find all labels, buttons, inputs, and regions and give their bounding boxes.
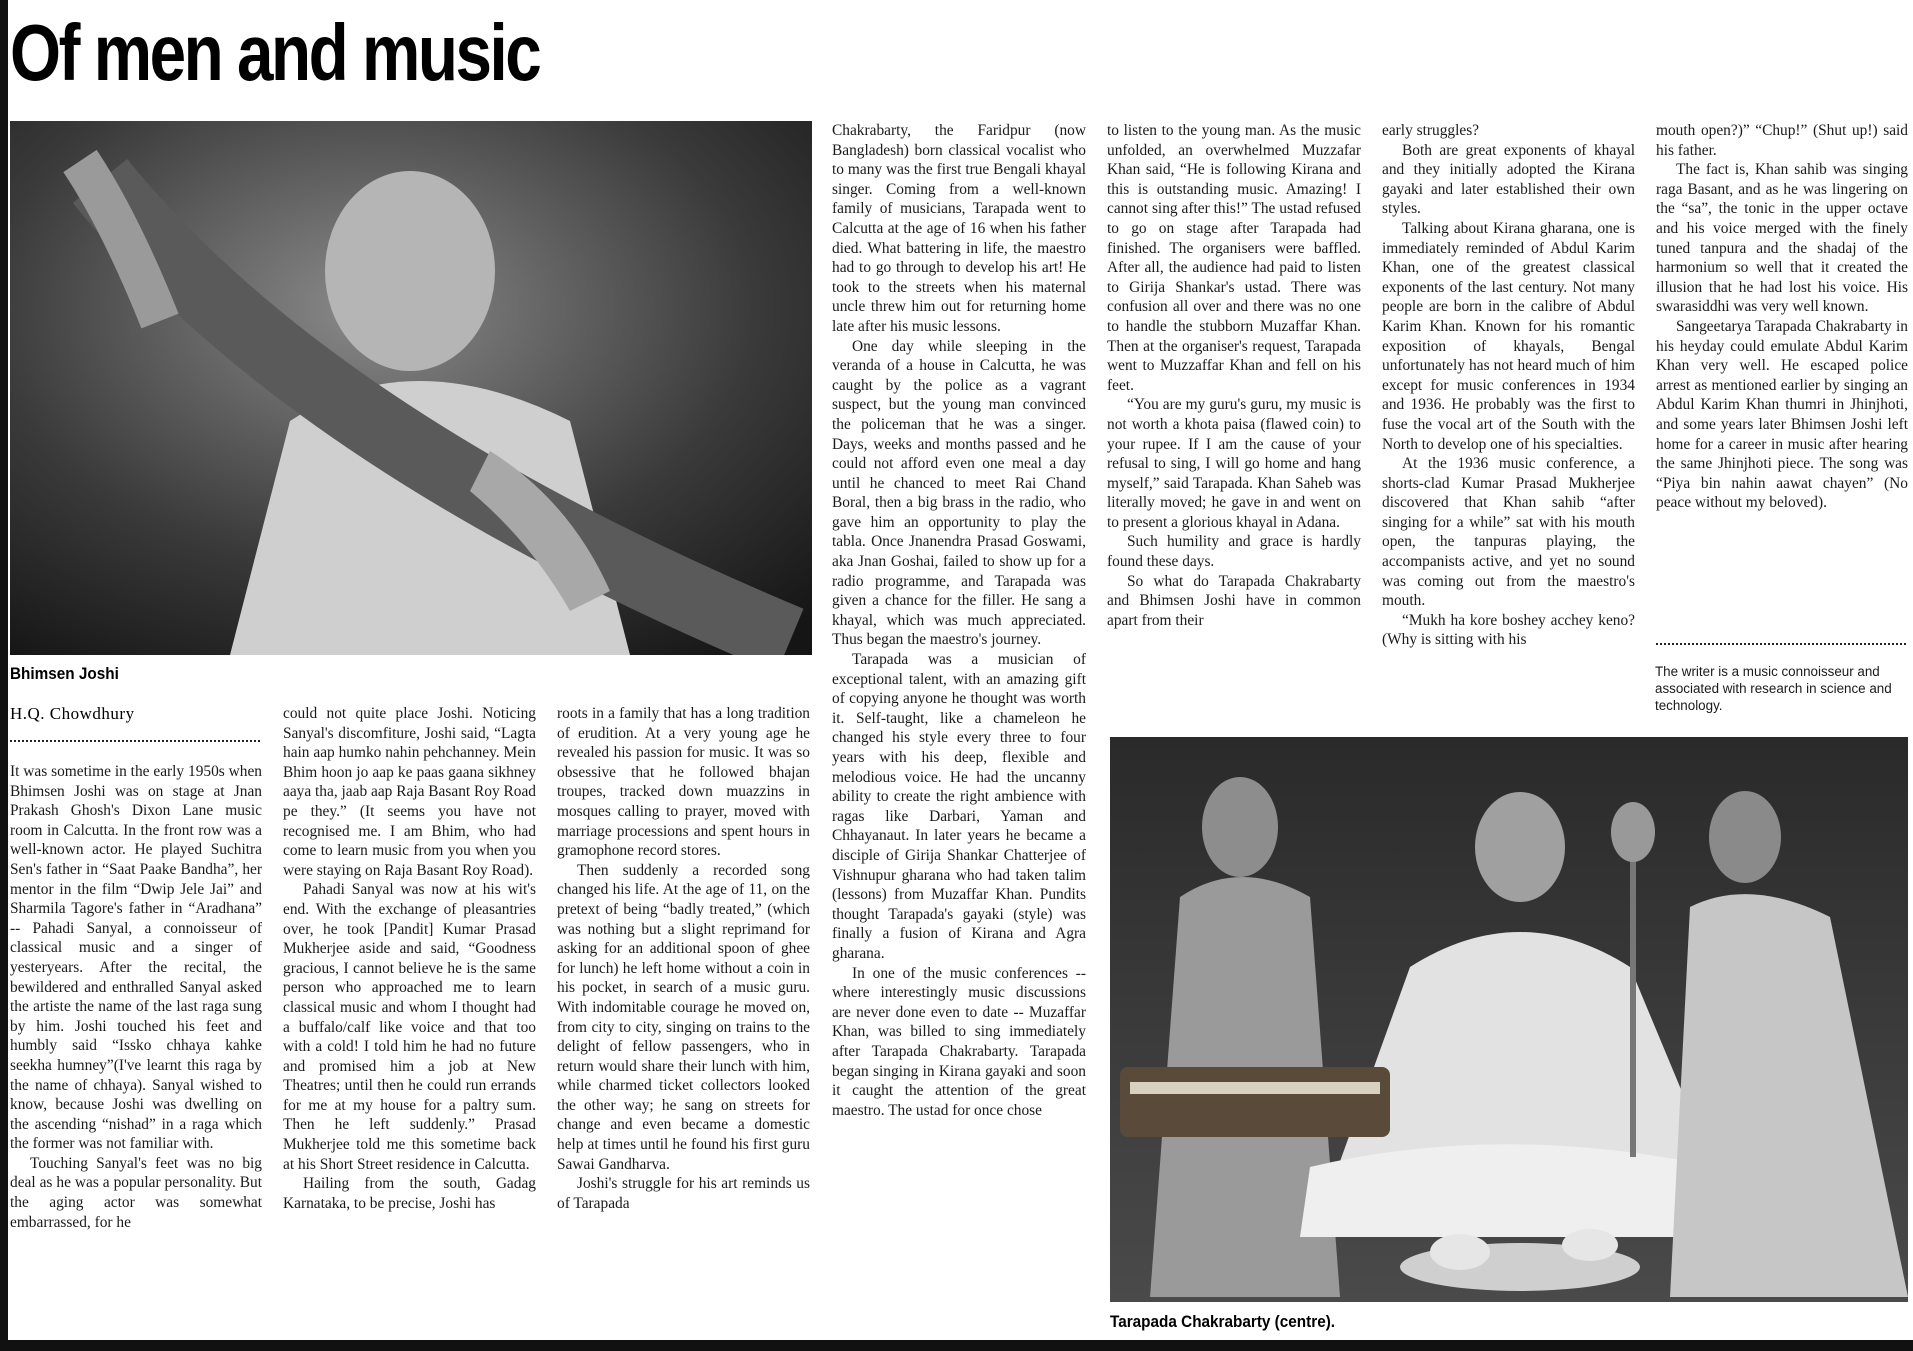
paragraph: could not quite place Joshi. Noticing Sanyal's discomfiture, Joshi said, “Lagta hain aap humko nahin pehchanney. Mein Bhim hoon jo aap ke paas gaana sikhney aaya tha, jaab aap Raja Basant Roy Road pe they.” (It seems you have not recognised me. I am Bhim, who had come to learn music from you when you were staying on Raja Basant Roy Road).: [283, 705, 536, 879]
paragraph: Both are great exponents of khayal and they initially adopted the Kirana gayaki and later established their own styles.: [1382, 141, 1635, 218]
paragraph: “You are my guru's guru, my music is not worth a khota paisa (flawed coin) to your rupee. If I am the cause of your refusal to sing, I will go home and hang myself,” said Tarapada. Khan Saheb was literally moved; he gave in and went on to present a glorious khayal in Adana.: [1107, 396, 1361, 531]
left-edge-bar: [0, 0, 8, 1351]
paragraph: mouth open?)” “Chup!” (Shut up!) said his father.: [1656, 122, 1908, 159]
photo-caption-bhimsen-joshi: Bhimsen Joshi: [10, 664, 119, 683]
paragraph: Joshi's struggle for his art reminds us of Tarapada: [557, 1175, 810, 1212]
article-column-3: [557, 704, 810, 1337]
article-column-6: [1382, 121, 1635, 721]
paragraph: In one of the music conferences -- where interestingly music discussions are never done even to date -- Muzaffar Khan, was billed to sing immediately after Tarapada Chakrabarty. Tarapada began singing in Kirana gayaki and soon it caught the attention of the great maestro. The ustad for once chose: [832, 964, 1086, 1119]
article-column-2: [283, 704, 536, 1337]
article-column-5: [1107, 121, 1361, 721]
byline: H.Q. Chowdhury: [10, 704, 135, 723]
photo-caption-tarapada: Tarapada Chakrabarty (centre).: [1110, 1312, 1336, 1331]
paragraph: Hailing from the south, Gadag Karnataka, to be precise, Joshi has: [283, 1175, 536, 1212]
paragraph: to listen to the young man. As the music unfolded, an overwhelmed Muzzafar Khan said, “He is following Kirana and this is outstanding music. Amazing! I cannot sing after this!” The ustad refused to go on stage after Tarapada had finished. The organisers were baffled. After all, the audience had paid to listen to Girija Shankar's ustad. There was confusion all over and there was no one to handle the stubborn Muzaffar Khan. Then at the organiser's request, Tarapada went to Muzzaffar Khan and fell on his feet.: [1107, 122, 1361, 394]
paragraph: Touching Sanyal's feet was no big deal as he was a popular personality. But the aging actor was somewhat embarrassed, for he: [10, 1154, 262, 1231]
article-column-1: [10, 762, 262, 1337]
paragraph: At the 1936 music conference, a shorts-clad Kumar Prasad Mukherjee discovered that Khan sahib “after singing for a while” sat with his mouth open, the tanpuras playing, the accompanists active, and yet no sound was coming out from the maestro's mouth.: [1382, 455, 1635, 610]
article-column-4: [832, 121, 1086, 1337]
paragraph: Such humility and grace is hardly found these days.: [1107, 533, 1361, 571]
photo-tarapada-chakrabarty: [1110, 737, 1908, 1302]
headline: Of men and music: [10, 8, 540, 97]
paragraph: Sangeetarya Tarapada Chakrabarty in his heyday could emulate Abdul Karim Khan very well. He escaped police arrest as mentioned earlier by singing an Abdul Karim Khan thumri in Jhinjhoti, and some years later Bhimsen Joshi left home for a career in music after hearing the same Jhinjhoti piece. The song was “Piya bin nahin aawat chayen” (No peace without my beloved).: [1656, 317, 1908, 512]
paragraph: One day while sleeping in the veranda of a house in Calcutta, he was caught by the police as a vagrant suspect, but the young man convinced the policeman that he was a singer. Days, weeks and months passed and he could not afford even one meal a day until he chanced to meet Rai Chand Boral, then a big brass in the radio, who gave him an opportunity to play the tabla. Once Jnanendra Prasad Goswami, aka Jnan Goshai, failed to show up for a radio programme, and Tarapada was given a chance for the filler. He sang a khayal, which was much appreciated. Thus began the maestro's journey.: [832, 337, 1086, 649]
paragraph: roots in a family that has a long tradition of erudition. At a very young age he revealed his passion for music. It was so obsessive that he followed bhajan troupes, tracked down muazzins in mosques calling to prayer, moved with marriage processions and spent hours in gramophone record stores.: [557, 705, 810, 860]
photo-bhimsen-joshi: [10, 121, 812, 655]
paragraph: early struggles?: [1382, 122, 1480, 139]
paragraph: Talking about Kirana gharana, one is immediately reminded of Abdul Karim Khan, one of the greatest classical exponents of the last century. Not many people are born in the calibre of Abdul Karim Khan. Known for his romantic exposition of khayals, Bengal unfortunately has not heard much of him except for music conferences in 1934 and 1936. He probably was the first to fuse the vocal art of the South with the North to develop one of his specialties.: [1382, 219, 1635, 453]
paragraph: Pahadi Sanyal was now at his wit's end. With the exchange of pleasantries over, he took [Pandit] Kumar Prasad Mukherjee aside and said, “Goodness gracious, I cannot believe he is the same person who approached me to learn classical music and whom I thought had a buffalo/calf like voice and that too with a cold! I told him he had no future and promised him a job at New Theatres; until then he could run errands for me at my house for a paltry sum. Then he left suddenly.” Prasad Mukherjee told me this sometime back at his Short Street residence in Calcutta.: [283, 881, 536, 1173]
paragraph: Then suddenly a recorded song changed his life. At the age of 11, on the pretext of being “badly treated,” (which was nothing but a slight reprimand for asking for an additional spoon of ghee for lunch) he left home without a coin in his pocket, in search of a music guru. With indomitable courage he moved on, from city to city, singing on trains to the delight of fellow passengers, who in return would share their lunch with him, while charmed ticket collectors looked the other way; he sang on streets for change and even became a domestic help at times until he found his first guru Sawai Gandharva.: [557, 861, 810, 1173]
paragraph: The fact is, Khan sahib was singing raga Basant, and as he was lingering on the “sa”, the tonic in the upper octave and his voice merged with the finely tuned tanpura and the shadaj of the harmonium so well that it created the illusion that he had lost his voice. His swarasiddhi was very well known.: [1656, 161, 1908, 316]
paragraph: “Mukh ha kore boshey acchey keno? (Why is sitting with his: [1382, 611, 1635, 649]
paragraph: Chakrabarty, the Faridpur (now Bangladesh) born classical vocalist who to many was the first true Bengali khayal singer. Coming from a well-known family of musicians, Tarapada went to Calcutta at the age of 16 when his father died. What battering in life, the maestro had to go through to develop his art! He took to the streets when his maternal uncle threw him out for returning home late after his music lessons.: [832, 122, 1086, 335]
author-note: The writer is a music connoisseur and associated with research in science and technology.: [1655, 664, 1892, 713]
author-note-divider: [1656, 643, 1906, 645]
article-column-7: [1656, 121, 1908, 641]
paragraph: It was sometime in the early 1950s when Bhimsen Joshi was on stage at Jnan Prakash Ghosh's Dixon Lane music room in Calcutta. In the front row was a well-known actor. He played Suchitra Sen's father in “Saat Paake Bandha”, her mentor in the film “Dwip Jele Jai” and Sharmila Tagore's father in “Aradhana” -- Pahadi Sanyal, a connoisseur of classical music and a singer of yesteryears. After the recital, the bewildered and enthralled Sanyal asked the artiste the name of the last raga sung by him. Joshi touched his feet and humbly said “Issko chhaya kahke seekha humney”(I've learnt this raga by the name of chhaya). Sanyal wished to know, because Joshi was dwelling on the ascending “nishad” in a raga which the former was not familiar with.: [10, 763, 262, 1153]
paragraph: Tarapada was a musician of exceptional talent, with an amazing gift of copying anyone he thought was worth it. Self-taught, like a chameleon he changed his style every three to four years with his deep, flexible and melodious voice. He had the uncanny ability to create the right ambience with ragas like Darbari, Yaman and Chhayanaut. In later years he became a disciple of Girija Shankar Chatterjee of Vishnupur gharana who had taken talim (lessons) from Muzaffar Khan. Pundits thought Tarapada's gayaki (style) was finally a fusion of Kirana and Agra gharana.: [832, 651, 1086, 962]
paragraph: So what do Tarapada Chakrabarty and Bhimsen Joshi have in common apart from their: [1107, 572, 1361, 629]
bottom-edge-bar: [0, 1340, 1913, 1351]
byline-divider: [10, 740, 260, 742]
